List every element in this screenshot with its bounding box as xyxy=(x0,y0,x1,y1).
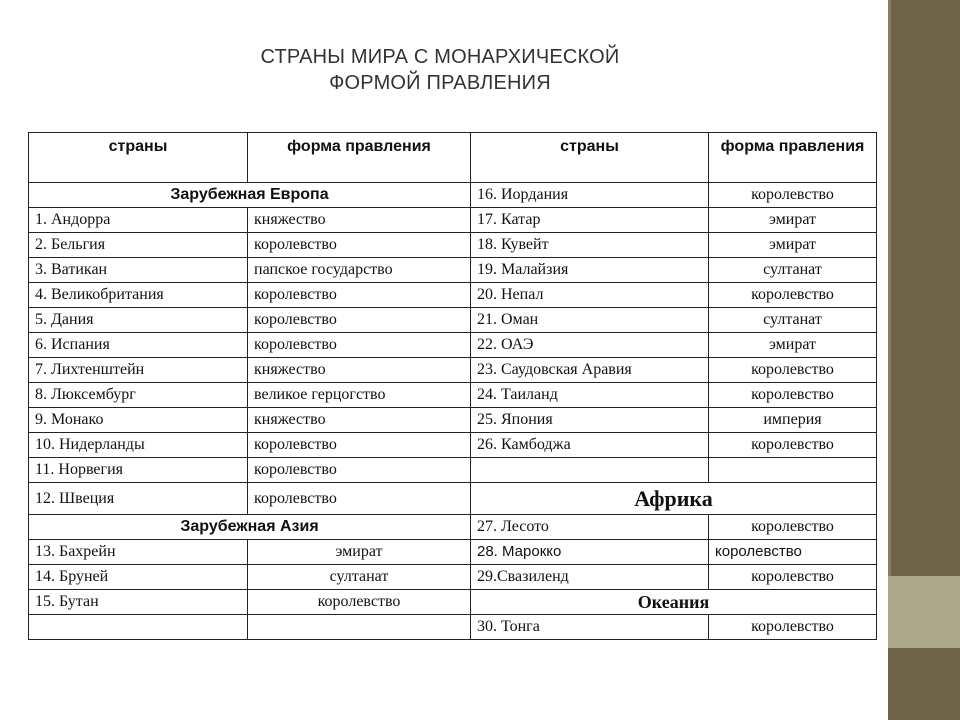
table-row xyxy=(29,565,877,590)
monarchies-table xyxy=(28,132,877,640)
table-row xyxy=(29,615,877,640)
table-row xyxy=(29,515,877,540)
country-cell: 15. Бутан xyxy=(29,590,248,615)
country-cell: 22. ОАЭ xyxy=(471,333,709,358)
form-cell: королевство xyxy=(248,458,471,483)
form-cell: королевство xyxy=(709,615,877,640)
form-cell: королевство xyxy=(248,433,471,458)
empty-cell xyxy=(29,615,248,640)
header-form-left: форма правления xyxy=(248,133,471,183)
country-cell: 8. Люксембург xyxy=(29,383,248,408)
country-cell: 25. Япония xyxy=(471,408,709,433)
form-cell: папское государство xyxy=(248,258,471,283)
section-africa: Африка xyxy=(471,483,877,515)
table-row xyxy=(29,590,877,615)
table-row xyxy=(29,358,877,383)
table-row xyxy=(29,540,877,565)
form-cell: султанат xyxy=(248,565,471,590)
form-cell: королевство xyxy=(248,283,471,308)
form-cell: эмират xyxy=(709,233,877,258)
country-cell: 5. Дания xyxy=(29,308,248,333)
form-cell: империя xyxy=(709,408,877,433)
table-row xyxy=(29,233,877,258)
form-cell: султанат xyxy=(709,308,877,333)
form-cell: королевство xyxy=(248,233,471,258)
form-cell: королевство xyxy=(248,333,471,358)
empty-cell xyxy=(248,615,471,640)
form-cell: княжество xyxy=(248,208,471,233)
country-cell: 23. Саудовская Аравия xyxy=(471,358,709,383)
table-row xyxy=(29,458,877,483)
form-cell: королевство xyxy=(248,590,471,615)
country-cell: 24. Таиланд xyxy=(471,383,709,408)
country-cell: 21. Оман xyxy=(471,308,709,333)
form-cell: королевство xyxy=(709,515,877,540)
sidebar-accent-band xyxy=(888,576,960,648)
table-row xyxy=(29,208,877,233)
country-cell: 10. Нидерланды xyxy=(29,433,248,458)
table-row xyxy=(29,183,877,208)
table-row xyxy=(29,383,877,408)
section-asia: Зарубежная Азия xyxy=(29,515,471,540)
form-cell: королевство xyxy=(709,383,877,408)
header-form-right: форма правления xyxy=(709,133,877,183)
form-cell: королевство xyxy=(709,183,877,208)
header-countries-right: страны xyxy=(471,133,709,183)
table-row xyxy=(29,258,877,283)
table-row xyxy=(29,408,877,433)
table-row xyxy=(29,483,877,515)
header-row xyxy=(29,133,877,183)
country-cell: 27. Лесото xyxy=(471,515,709,540)
header-countries-left: страны xyxy=(29,133,248,183)
country-cell: 4. Великобритания xyxy=(29,283,248,308)
section-oceania: Океания xyxy=(471,590,877,615)
country-cell: 7. Лихтенштейн xyxy=(29,358,248,383)
table-row xyxy=(29,308,877,333)
form-cell: королевство xyxy=(709,433,877,458)
form-cell: королевство xyxy=(709,540,877,565)
form-cell: эмират xyxy=(248,540,471,565)
country-cell: 20. Непал xyxy=(471,283,709,308)
country-cell: 19. Малайзия xyxy=(471,258,709,283)
form-cell: княжество xyxy=(248,408,471,433)
form-cell: королевство xyxy=(248,308,471,333)
form-cell: эмират xyxy=(709,333,877,358)
slide-title-line-1: СТРАНЫ МИРА С МОНАРХИЧЕСКОЙ xyxy=(260,46,620,68)
country-cell: 2. Бельгия xyxy=(29,233,248,258)
country-cell: 9. Монако xyxy=(29,408,248,433)
country-cell: 11. Норвегия xyxy=(29,458,248,483)
form-cell: королевство xyxy=(248,483,471,515)
table-row xyxy=(29,433,877,458)
country-cell: 17. Катар xyxy=(471,208,709,233)
form-cell: великое герцогство xyxy=(248,383,471,408)
form-cell: султанат xyxy=(709,258,877,283)
table-row xyxy=(29,283,877,308)
country-cell: 12. Швеция xyxy=(29,483,248,515)
country-cell: 26. Камбоджа xyxy=(471,433,709,458)
form-cell: эмират xyxy=(709,208,877,233)
empty-cell xyxy=(471,458,709,483)
country-cell: 16. Иордания xyxy=(471,183,709,208)
country-cell: 6. Испания xyxy=(29,333,248,358)
country-cell: 18. Кувейт xyxy=(471,233,709,258)
form-cell: королевство xyxy=(709,283,877,308)
country-cell: 29.Свазиленд xyxy=(471,565,709,590)
country-cell: 30. Тонга xyxy=(471,615,709,640)
country-cell: 1. Андорра xyxy=(29,208,248,233)
sidebar-bottom-band xyxy=(888,648,960,720)
country-cell: 14. Бруней xyxy=(29,565,248,590)
table-row xyxy=(29,333,877,358)
decorative-sidebar xyxy=(888,0,960,720)
form-cell: княжество xyxy=(248,358,471,383)
section-europe: Зарубежная Европа xyxy=(29,183,471,208)
country-cell: 3. Ватикан xyxy=(29,258,248,283)
country-cell: 28. Марокко xyxy=(471,540,709,565)
slide-title-line-2: ФОРМОЙ ПРАВЛЕНИЯ xyxy=(329,72,551,94)
country-cell: 13. Бахрейн xyxy=(29,540,248,565)
form-cell: королевство xyxy=(709,565,877,590)
empty-cell xyxy=(709,458,877,483)
form-cell: королевство xyxy=(709,358,877,383)
